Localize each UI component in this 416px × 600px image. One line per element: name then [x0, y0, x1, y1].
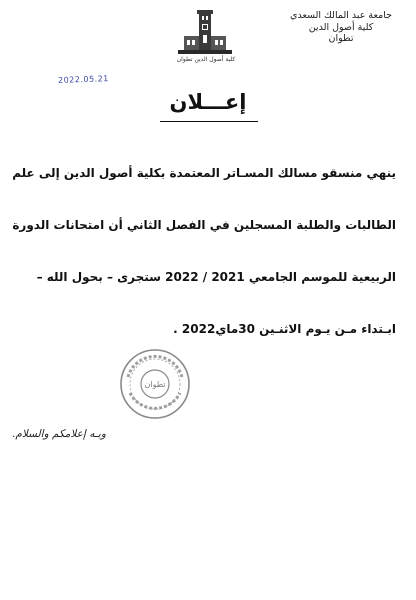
- body-line-2: الطالبات والطلبة المسجلين في الفصل الثاني أن امتحانات الدورة: [12, 218, 396, 232]
- logo-caption: كلية أصول الدين تطوان: [176, 56, 236, 63]
- university-name: جامعة عبد المالك السعدي: [290, 10, 392, 21]
- city-name: تطوان: [328, 33, 354, 44]
- stamp-center-text: تطوان: [144, 380, 166, 389]
- faculty-name: كلية أصول الدين: [308, 21, 374, 33]
- body-line-3: الربيعية للموسم الجامعي 2021 / 2022 ستجرى – بحول الله –: [36, 270, 396, 284]
- handwritten-reference: 2022.05.21: [57, 74, 109, 85]
- body-line-4: ابـتداء مـن يـوم الاثنـين 30ماي2022 .: [173, 322, 396, 336]
- official-stamp-icon: [118, 347, 192, 421]
- body-line-1: ينهي منسقو مسالك المسـاتر المعتمدة بكلية أصول الدين إلى علم: [12, 166, 396, 180]
- institution-header: [276, 10, 406, 45]
- announcement-body: [12, 160, 396, 368]
- announcement-title: إعـــلان: [169, 90, 247, 114]
- closing-signature: وبـه إعلامكم والسلام.: [12, 428, 106, 440]
- title-underline: [160, 121, 258, 122]
